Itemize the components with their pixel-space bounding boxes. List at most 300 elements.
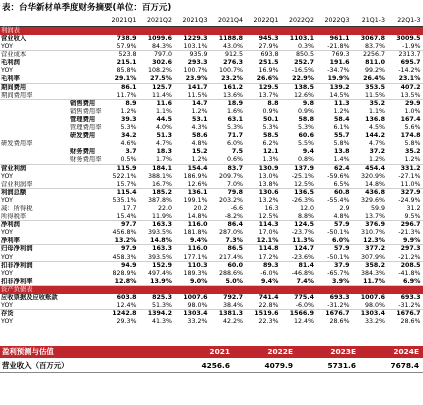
cell-value: 8.8% bbox=[298, 213, 314, 221]
cell-value: 84.3% bbox=[151, 43, 172, 51]
cell-value: 83.7 bbox=[227, 164, 243, 172]
cell-value: 22.8% bbox=[258, 302, 279, 309]
cell-value: 353.5 bbox=[365, 83, 385, 91]
cell-value: 287.0% bbox=[218, 229, 243, 237]
cell-value: 376.9 bbox=[365, 221, 385, 229]
cell-value: 124.7 bbox=[294, 245, 314, 253]
cell-value: 1.0% bbox=[404, 107, 421, 115]
cell-value: 297.3 bbox=[400, 245, 421, 253]
table-row bbox=[0, 245, 423, 253]
cell-value: 12.0 bbox=[299, 204, 314, 212]
cell-value: 13.2% bbox=[258, 196, 279, 204]
table-row bbox=[0, 254, 423, 262]
cell-value: 407.2 bbox=[400, 83, 421, 91]
cell-value: 4.3% bbox=[191, 124, 208, 132]
table-row bbox=[0, 59, 423, 67]
cell-value: 828.9% bbox=[112, 269, 137, 277]
cell-value: 7.3% bbox=[225, 237, 243, 245]
cell-value: 14.7 bbox=[191, 99, 208, 107]
row-label: 研发费用率 bbox=[1, 140, 33, 148]
cell-value: 1.1% bbox=[156, 107, 172, 115]
cell-value: -14.2% bbox=[398, 67, 421, 75]
cell-value: 6.5% bbox=[333, 180, 350, 188]
row-label: 扣非净利润 bbox=[1, 261, 33, 269]
cell-value: 5.6% bbox=[404, 124, 421, 132]
cell-value: 14.5% bbox=[329, 91, 350, 99]
cell-value: 108.2% bbox=[147, 67, 172, 75]
cell-value: 825.3 bbox=[152, 293, 172, 301]
cell-value: 11.9% bbox=[151, 213, 172, 221]
row-label: 销售费用率 bbox=[70, 107, 102, 115]
table-row bbox=[0, 278, 423, 286]
cell-value: 13.9% bbox=[150, 277, 172, 285]
cell-value: 33.2% bbox=[364, 318, 385, 326]
cell-value: 13.0% bbox=[258, 172, 279, 180]
cell-value: 114.8 bbox=[258, 245, 279, 253]
cell-value: 7678.4 bbox=[390, 361, 419, 370]
cell-value: 384.3% bbox=[360, 269, 385, 277]
cell-value: 12.8% bbox=[114, 277, 137, 285]
cell-value: 13.7% bbox=[258, 91, 279, 99]
cell-value: 98.0% bbox=[187, 302, 208, 309]
column-header: 2021Q3 bbox=[182, 17, 208, 24]
row-label: YOY bbox=[1, 43, 13, 51]
cell-value: -21.8% bbox=[327, 43, 350, 51]
table-row bbox=[0, 165, 423, 173]
cell-value: 456.8% bbox=[112, 229, 137, 237]
cell-value: 22.0 bbox=[157, 204, 172, 212]
cell-value: 0.6% bbox=[227, 156, 243, 164]
row-label: 应收票据及应收账款 bbox=[1, 293, 58, 301]
cell-value: 130.9 bbox=[258, 164, 279, 172]
column-header: 2022Q3 bbox=[324, 17, 350, 24]
cell-value: 1.2% bbox=[191, 156, 208, 164]
cell-value: 1099.6 bbox=[147, 35, 172, 42]
cell-value: 43.0% bbox=[222, 43, 243, 51]
cell-value: 37.9 bbox=[333, 261, 350, 269]
cell-value: 1.2% bbox=[333, 107, 350, 115]
cell-value: 329.6% bbox=[360, 196, 385, 204]
cell-value: 327.9 bbox=[400, 188, 421, 196]
cell-value: 535.1% bbox=[112, 196, 137, 204]
cell-value: 144.2 bbox=[365, 132, 385, 140]
cell-value: 44.5 bbox=[156, 115, 172, 123]
cell-value: 115.4 bbox=[116, 188, 137, 196]
cell-value: 15.7% bbox=[116, 180, 137, 188]
cell-value: 5.3% bbox=[227, 124, 243, 132]
row-label: YOY bbox=[1, 67, 13, 75]
table-row bbox=[0, 100, 423, 108]
cell-value: 9.9% bbox=[403, 237, 421, 245]
cell-value: 11.4% bbox=[151, 91, 172, 99]
cell-value: 9.4% bbox=[261, 277, 279, 285]
cell-value: 1.3% bbox=[262, 156, 279, 164]
cell-value: 5.5% bbox=[298, 140, 314, 148]
cell-value: 331.2 bbox=[400, 164, 421, 172]
cell-value: 35.2 bbox=[404, 148, 421, 156]
cell-value: 15.2 bbox=[191, 148, 208, 156]
table-row bbox=[0, 237, 423, 245]
cell-value: 39.3 bbox=[120, 115, 137, 123]
cell-value: 693.3 bbox=[329, 293, 350, 301]
cell-value: 58.5 bbox=[262, 132, 279, 140]
cell-value: 497.4% bbox=[147, 269, 172, 277]
cell-value: 60.8 bbox=[333, 188, 350, 196]
cell-value: 71.7 bbox=[227, 132, 243, 140]
balance-sheet-rows bbox=[0, 294, 423, 326]
row-label: YOY bbox=[1, 196, 13, 204]
cell-value: 137.9 bbox=[294, 164, 314, 172]
column-header: 2021Q1 bbox=[111, 17, 137, 24]
cell-value: 9.4% bbox=[190, 237, 208, 245]
forecast-header-band bbox=[0, 346, 423, 358]
row-label: 期间费用 bbox=[1, 83, 27, 91]
cell-value: 191.6 bbox=[329, 59, 350, 67]
cell-value: 11.6 bbox=[156, 99, 172, 107]
cell-value: 251.5 bbox=[258, 59, 279, 67]
row-label: 存货 bbox=[1, 310, 14, 318]
row-label: 净利润 bbox=[1, 221, 20, 229]
cell-value: 6.1% bbox=[333, 124, 350, 132]
cell-value: 28.6% bbox=[400, 318, 421, 326]
cell-value: -31.2% bbox=[398, 302, 421, 309]
cell-value: 4.7% bbox=[156, 140, 172, 148]
cell-value: 20.2 bbox=[193, 204, 208, 212]
cell-value: 94.9 bbox=[120, 261, 137, 269]
column-header: 2021Q4 bbox=[218, 17, 243, 24]
table-row bbox=[0, 221, 423, 229]
row-label: YOY bbox=[1, 172, 13, 180]
cell-value: 522.1% bbox=[112, 172, 137, 180]
cell-value: 12.1% bbox=[256, 237, 279, 245]
table-row bbox=[0, 35, 423, 43]
cell-value: 129.5 bbox=[258, 83, 279, 91]
cell-value: 5.3% bbox=[262, 124, 279, 132]
row-label: 归母净利润 bbox=[1, 245, 33, 253]
cell-value: 125.7 bbox=[152, 83, 172, 91]
cell-value: 3.9% bbox=[332, 277, 350, 285]
cell-value: 18.9 bbox=[227, 99, 243, 107]
table-title: 表：台华新材单季度财务摘要(单位：百万元) bbox=[2, 3, 172, 13]
table-row bbox=[0, 181, 423, 189]
cell-value: 1519.6 bbox=[254, 310, 279, 318]
cell-value: 393.5% bbox=[147, 229, 172, 237]
cell-value: -1.9% bbox=[402, 43, 421, 51]
cell-value: -65.7% bbox=[327, 269, 350, 277]
cell-value: 86.1 bbox=[120, 83, 137, 91]
cell-value: 792.7 bbox=[223, 293, 243, 301]
cell-value: 11.5% bbox=[187, 91, 208, 99]
forecast-row-revenue bbox=[0, 358, 423, 373]
cell-value: -21.3% bbox=[398, 229, 421, 237]
column-header-row bbox=[0, 15, 423, 27]
cell-value: 9.5% bbox=[404, 213, 421, 221]
cell-value: 181.8% bbox=[183, 229, 208, 237]
cell-value: 523.8 bbox=[118, 51, 137, 59]
row-label: 扣非净利率 bbox=[1, 277, 33, 285]
forecast-column-header: 2021 bbox=[209, 347, 230, 356]
cell-value: 51.3 bbox=[156, 132, 172, 140]
cell-value: 141.7 bbox=[187, 83, 208, 91]
table-row bbox=[0, 270, 423, 278]
cell-value: 16.9% bbox=[258, 67, 279, 75]
cell-value: 4079.9 bbox=[264, 361, 293, 370]
cell-value: 22.3% bbox=[258, 318, 279, 326]
cell-value: 293.3 bbox=[187, 59, 208, 67]
cell-value: 797.0 bbox=[153, 51, 172, 59]
cell-value: 9.0% bbox=[190, 277, 208, 285]
cell-value: 13.8 bbox=[333, 148, 350, 156]
cell-value: 57.9% bbox=[116, 43, 137, 51]
cell-value: 19.9% bbox=[327, 75, 350, 83]
cell-value: 58.6 bbox=[191, 132, 208, 140]
cell-value: 1676.7 bbox=[325, 310, 350, 318]
cell-value: 184.1 bbox=[152, 164, 172, 172]
cell-value: 26.6% bbox=[256, 75, 279, 83]
cell-value: 29.1% bbox=[114, 75, 137, 83]
cell-value: 27.9% bbox=[258, 43, 279, 51]
cell-value: 17.0% bbox=[258, 229, 279, 237]
cell-value: 37.2 bbox=[369, 148, 385, 156]
cell-value: 42.2% bbox=[222, 318, 243, 326]
table-row bbox=[0, 67, 423, 75]
row-label: 所得税率 bbox=[1, 213, 27, 221]
cell-value: 63.1 bbox=[227, 115, 243, 123]
cell-value: 114.3 bbox=[258, 221, 279, 229]
cell-value: 811.0 bbox=[365, 59, 385, 67]
cell-value: 17.2% bbox=[258, 253, 279, 261]
forecast-table bbox=[0, 346, 423, 373]
cell-value: 34.2 bbox=[120, 132, 137, 140]
cell-value: 1394.2 bbox=[147, 310, 172, 318]
row-label: 营业成本 bbox=[1, 51, 27, 59]
cell-value: 177.1% bbox=[183, 253, 208, 261]
cell-value: 0.8% bbox=[298, 156, 314, 164]
cell-value: 4256.6 bbox=[201, 361, 230, 370]
cell-value: 116.0 bbox=[187, 221, 208, 229]
cell-value: -55.4% bbox=[327, 196, 350, 204]
cell-value: 203.2% bbox=[218, 196, 243, 204]
cell-value: 59.9 bbox=[370, 204, 385, 212]
cell-value: 17.7 bbox=[122, 204, 137, 212]
cell-value: 377.2 bbox=[365, 245, 385, 253]
cell-value: 693.3 bbox=[400, 293, 421, 301]
cell-value: 28.6% bbox=[329, 318, 350, 326]
row-label: YOY bbox=[1, 269, 13, 277]
cell-value: 358.2 bbox=[365, 261, 385, 269]
cell-value: 4.8% bbox=[191, 140, 208, 148]
column-header: 22Q1-3 bbox=[397, 17, 421, 24]
table-row bbox=[0, 116, 423, 124]
cell-value: 14.8% bbox=[187, 213, 208, 221]
cell-value: 138.5 bbox=[294, 83, 314, 91]
cell-value: 454.4 bbox=[365, 164, 385, 172]
cell-value: 9.8 bbox=[302, 99, 314, 107]
column-header: 2022Q1 bbox=[253, 17, 279, 24]
cell-value: 139.2 bbox=[329, 83, 350, 91]
cell-value: 33.2% bbox=[187, 318, 208, 326]
forecast-column-header: 2024E bbox=[393, 347, 419, 356]
cell-value: 5.8% bbox=[333, 140, 350, 148]
cell-value: 1.2% bbox=[369, 156, 385, 164]
cell-value: 1.1% bbox=[369, 107, 385, 115]
table-row bbox=[0, 43, 423, 51]
cell-value: 163.3 bbox=[152, 245, 172, 253]
cell-value: 388.1% bbox=[147, 172, 172, 180]
cell-value: 163.3 bbox=[152, 221, 172, 229]
cell-value: 62.4 bbox=[333, 164, 350, 172]
cell-value: 5.0% bbox=[225, 277, 243, 285]
cell-value: 8.8 bbox=[267, 99, 279, 107]
cell-value: 13.7% bbox=[364, 213, 385, 221]
cell-value: 2256.7 bbox=[362, 51, 385, 59]
cell-value: 0.9% bbox=[298, 107, 314, 115]
cell-value: 3067.8 bbox=[360, 35, 385, 42]
cell-value: 186.9% bbox=[183, 172, 208, 180]
cell-value: 935.9 bbox=[189, 51, 208, 59]
cell-value: 1007.6 bbox=[183, 293, 208, 301]
cell-value: 1188.8 bbox=[218, 35, 243, 42]
cell-value: 458.3% bbox=[112, 253, 137, 261]
cell-value: 161.2 bbox=[223, 83, 243, 91]
row-label: 营业收入 bbox=[1, 35, 27, 42]
cell-value: 307.9% bbox=[360, 253, 385, 261]
cell-value: 22.9% bbox=[292, 75, 314, 83]
cell-value: 4.7% bbox=[369, 140, 385, 148]
cell-value: 58.8 bbox=[298, 115, 314, 123]
quarterly-summary-table bbox=[0, 15, 423, 326]
table-row bbox=[0, 205, 423, 213]
cell-value: 5731.6 bbox=[327, 361, 356, 370]
cell-value: 1.2% bbox=[191, 107, 208, 115]
cell-value: 741.4 bbox=[258, 293, 279, 301]
row-label: YOY bbox=[1, 253, 13, 261]
cell-value: 3.7 bbox=[125, 148, 137, 156]
row-label: YOY bbox=[1, 302, 13, 309]
header-label-blank bbox=[0, 15, 103, 26]
cell-value: 97.9 bbox=[120, 245, 137, 253]
cell-value: 99.2% bbox=[364, 67, 385, 75]
cell-value: 13.8% bbox=[258, 180, 279, 188]
row-label: 毛利率 bbox=[1, 75, 20, 83]
cell-value: 2.9 bbox=[339, 204, 350, 212]
table-row bbox=[0, 92, 423, 100]
cell-value: 154.4 bbox=[187, 164, 208, 172]
cell-value: -25.1% bbox=[291, 172, 314, 180]
cell-value: 199.1% bbox=[183, 196, 208, 204]
cell-value: 83.7% bbox=[364, 43, 385, 51]
table-row bbox=[0, 318, 423, 326]
row-label: 毛利润 bbox=[1, 59, 20, 67]
cell-value: 103.1% bbox=[183, 43, 208, 51]
cell-value: 31.2 bbox=[406, 204, 421, 212]
cell-value: 41.3% bbox=[151, 318, 172, 326]
cell-value: -59.6% bbox=[327, 172, 350, 180]
table-row bbox=[0, 173, 423, 181]
cell-value: 115.9 bbox=[116, 164, 137, 172]
forecast-column-header: 2022E bbox=[267, 347, 293, 356]
cell-value: 12.5% bbox=[293, 180, 314, 188]
cell-value: 5.8% bbox=[404, 140, 421, 148]
cell-value: 215.1 bbox=[116, 59, 137, 67]
cell-value: 11.3% bbox=[292, 237, 314, 245]
cell-value: 7.4% bbox=[296, 277, 314, 285]
row-label: 营业收入（百万元） bbox=[2, 361, 69, 370]
cell-value: 276.3 bbox=[223, 59, 243, 67]
cell-value: 5.3% bbox=[120, 124, 137, 132]
cell-value: 14.8% bbox=[364, 180, 385, 188]
table-row bbox=[0, 229, 423, 237]
table-row bbox=[0, 132, 423, 140]
cell-value: 1676.7 bbox=[396, 310, 421, 318]
table-row bbox=[0, 75, 423, 83]
cell-value: 136.5 bbox=[294, 188, 314, 196]
column-header: 2021Q2 bbox=[147, 17, 172, 24]
cell-value: 217.4% bbox=[218, 253, 243, 261]
cell-value: -31.2% bbox=[327, 302, 350, 309]
cell-value: 912.5 bbox=[224, 51, 243, 59]
cell-value: 57.9 bbox=[333, 221, 350, 229]
table-row bbox=[0, 108, 423, 116]
table-row bbox=[0, 148, 423, 156]
cell-value: 18.3 bbox=[156, 148, 172, 156]
row-label: 财务费用率 bbox=[70, 156, 102, 164]
cell-value: 693.8 bbox=[260, 51, 279, 59]
cell-value: 60.0 bbox=[227, 261, 243, 269]
cell-value: 288.6% bbox=[218, 269, 243, 277]
cell-value: 12.5% bbox=[258, 213, 279, 221]
forecast-column-header: 2023E bbox=[330, 347, 356, 356]
cell-value: 89.3 bbox=[262, 261, 279, 269]
cell-value: 4.6% bbox=[120, 140, 137, 148]
cell-value: 55.7 bbox=[333, 132, 350, 140]
cell-value: 124.5 bbox=[294, 221, 314, 229]
cell-value: -26.3% bbox=[291, 196, 314, 204]
table-row bbox=[0, 294, 423, 302]
row-label: 研发费用 bbox=[70, 132, 96, 140]
cell-value: -16.5% bbox=[291, 67, 314, 75]
cell-value: -8.2% bbox=[224, 213, 243, 221]
cell-value: 26.4% bbox=[363, 75, 385, 83]
cell-value: 2313.7 bbox=[398, 51, 421, 59]
cell-value: 1.6% bbox=[227, 107, 243, 115]
cell-value: 1229.3 bbox=[183, 35, 208, 42]
table-row bbox=[0, 84, 423, 92]
table-row bbox=[0, 189, 423, 197]
cell-value: 3009.5 bbox=[396, 35, 421, 42]
table-row bbox=[0, 262, 423, 270]
cell-value: 23.9% bbox=[185, 75, 208, 83]
table-row bbox=[0, 310, 423, 318]
cell-value: 16.7% bbox=[151, 180, 172, 188]
cell-value: 393.5% bbox=[147, 253, 172, 261]
cell-value: 850.5 bbox=[295, 51, 314, 59]
cell-value: 296.7 bbox=[400, 221, 421, 229]
cell-value: 603.8 bbox=[116, 293, 137, 301]
cell-value: 81.4 bbox=[298, 261, 314, 269]
cell-value: 12.4% bbox=[116, 302, 137, 309]
cell-value: 58.4 bbox=[333, 115, 350, 123]
cell-value: 320.9% bbox=[360, 172, 385, 180]
cell-value: 16.3 bbox=[264, 204, 279, 212]
row-label: 管理费用率 bbox=[70, 124, 102, 132]
cell-value: 436.8 bbox=[365, 188, 385, 196]
cell-value: 130.6 bbox=[258, 188, 279, 196]
cell-value: 1566.9 bbox=[289, 310, 314, 318]
cell-value: 4.5% bbox=[369, 124, 385, 132]
cell-value: 12.1 bbox=[262, 148, 279, 156]
cell-value: 0.9% bbox=[262, 107, 279, 115]
